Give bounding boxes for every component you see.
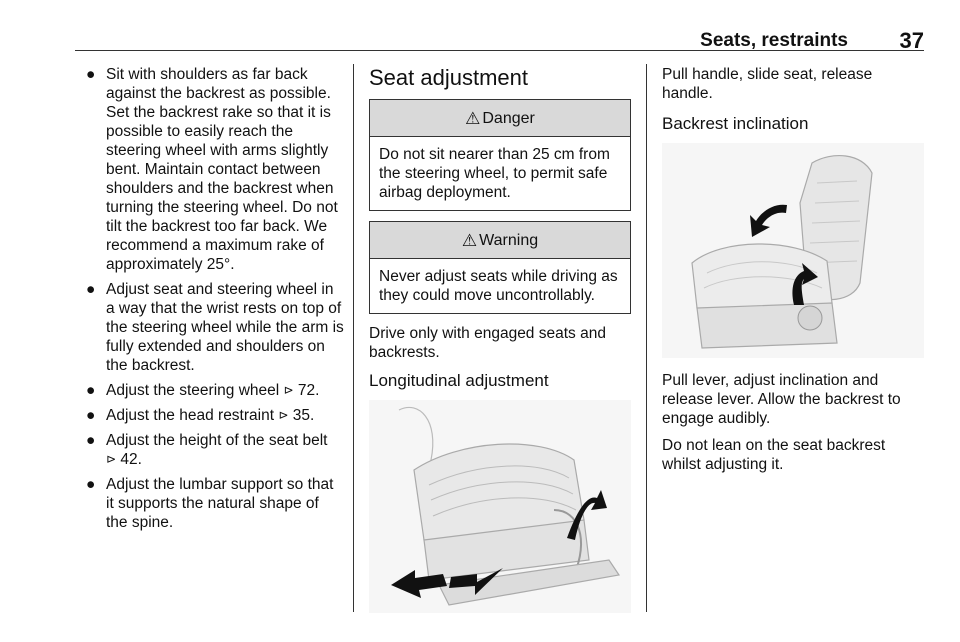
column-divider	[353, 64, 354, 612]
list-item-text: Sit with shoulders as far back against the backrest as possible. Set the backrest rake so that it is possible to easily reach the steering wheel with arms slightly bent. Maintain contact between shoulders and the backrest when turning the steering wheel. Do not tilt the backrest too far back. We recommend a maximum rake of approximately 25°.	[106, 66, 338, 273]
danger-header	[370, 100, 630, 137]
page-ref-icon: ⊳	[106, 452, 117, 466]
longitudinal-adjustment-illustration	[369, 400, 631, 613]
warning-triangle-icon: ⚠	[465, 108, 481, 128]
page-ref-icon: ⊳	[278, 408, 289, 422]
list-item	[86, 280, 344, 375]
list-item	[86, 381, 344, 400]
page-ref[interactable]: 72.	[297, 382, 320, 399]
seating-tips-list	[86, 65, 344, 532]
warning-header	[370, 222, 630, 259]
column-right	[662, 65, 924, 482]
section-title: Seats, restraints	[700, 30, 848, 51]
bullet-icon: ●	[86, 66, 96, 83]
danger-box	[369, 99, 631, 211]
list-item-text: Adjust the lumbar support so that it supports the natural shape of the spine.	[106, 476, 334, 531]
list-item-text: Adjust the steering wheel	[106, 382, 280, 399]
subsection-heading: Longitudinal adjustment	[369, 371, 549, 390]
paragraph: Pull lever, adjust inclination and release lever. Allow the backrest to engage audibly.	[662, 372, 901, 427]
paragraph: Drive only with engaged seats and backrests.	[369, 325, 606, 361]
bullet-icon: ●	[86, 382, 96, 399]
bullet-icon: ●	[86, 281, 96, 298]
warning-box	[369, 221, 631, 314]
danger-label: Danger	[482, 109, 535, 127]
header-rule	[75, 50, 924, 51]
bullet-icon: ●	[86, 476, 96, 493]
paragraph: Do not lean on the seat backrest whilst adjusting it.	[662, 437, 886, 473]
list-item	[86, 406, 344, 425]
page-ref[interactable]: 35.	[292, 407, 315, 424]
warning-triangle-icon: ⚠	[461, 230, 478, 250]
list-item	[86, 431, 344, 469]
section-heading: Seat adjustment	[369, 65, 528, 90]
page-number: 37	[899, 28, 924, 53]
warning-label: Warning	[479, 231, 539, 249]
page-header	[75, 24, 924, 53]
column-left	[86, 65, 344, 538]
list-item-text: Adjust the height of the seat belt	[106, 432, 328, 449]
paragraph: Pull handle, slide seat, release handle.	[662, 66, 873, 102]
warning-text: Never adjust seats while driving as they could move uncontrollably.	[379, 268, 618, 304]
column-middle	[369, 65, 631, 618]
list-item	[86, 475, 344, 532]
bullet-icon: ●	[86, 407, 96, 424]
backrest-inclination-illustration	[662, 143, 924, 358]
page-ref-icon: ⊳	[283, 383, 294, 397]
column-divider	[646, 64, 647, 612]
list-item-text: Adjust seat and steering wheel in a way that the wrist rests on top of the steering wheel while the arm is fully extended and shoulders on the backrest.	[106, 281, 344, 374]
danger-text: Do not sit nearer than 25 cm from the steering wheel, to permit safe airbag deployment.	[379, 146, 610, 201]
subsection-heading: Backrest inclination	[662, 114, 809, 133]
list-item	[86, 65, 344, 274]
list-item-text: Adjust the head restraint	[106, 407, 275, 424]
page-ref[interactable]: 42.	[120, 451, 142, 468]
bullet-icon: ●	[86, 432, 96, 449]
